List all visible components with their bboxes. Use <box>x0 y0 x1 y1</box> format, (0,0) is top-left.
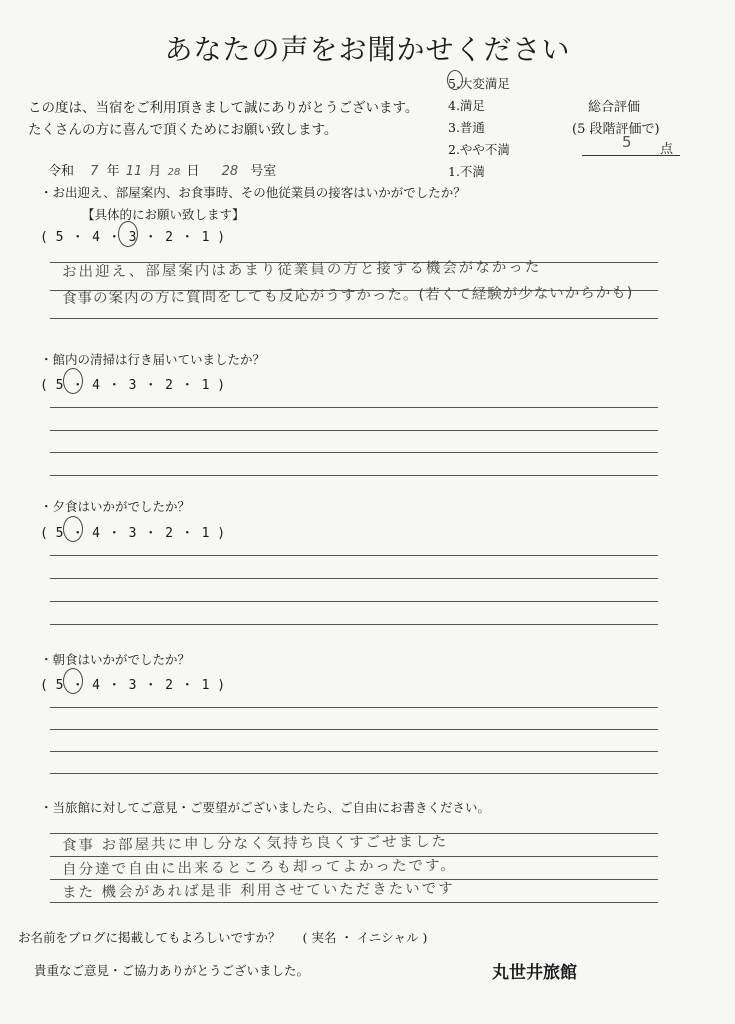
scale-item-3: 3.普通 <box>448 120 485 135</box>
overall-rating-label: 総合評価 <box>588 100 641 115</box>
rating-service-selected-circle <box>118 221 138 247</box>
answer-line <box>50 729 658 730</box>
answer-line <box>50 902 658 903</box>
answer-line <box>50 452 658 453</box>
rating-cleaning-selected-circle <box>63 368 83 394</box>
rating-breakfast-selected-circle <box>63 668 83 694</box>
blog-consent-options: ( 実名 ・ イニシャル ) <box>302 930 428 945</box>
room-unit: 号室 <box>250 164 277 179</box>
rating-dinner: ( 5 ・ 4 ・ 3 ・ 2 ・ 1 ) <box>40 526 226 541</box>
room-number: 28 <box>221 164 239 179</box>
question-cleaning: ・館内の清掃は行き届いていましたか？ <box>40 352 266 367</box>
answer-line <box>50 773 658 774</box>
question-breakfast: ・朝食はいかがでしたか？ <box>40 652 191 667</box>
answer-line <box>50 624 658 625</box>
overall-score-value: 5 <box>622 133 632 151</box>
intro-line-1: この度は、当宿をご利用頂きまして誠にありがとうございます。 <box>28 100 419 116</box>
question-service-note: 【具体的にお願い致します】 <box>82 207 245 222</box>
answer-line <box>50 555 658 556</box>
date-room-line <box>48 160 276 179</box>
scale-item-1: 1.不満 <box>448 164 485 179</box>
answer-comments-line-1: 食事 お部屋共に申し分なく気持ち良くすごせました <box>61 833 449 855</box>
inn-name: 丸世井旅館 <box>492 963 577 983</box>
date-day: 28 <box>167 167 181 178</box>
survey-title: あなたの声をお聞かせください <box>164 33 571 66</box>
answer-line <box>50 707 658 708</box>
date-month-unit: 月 <box>148 164 162 179</box>
question-dinner: ・夕食はいかがでしたか？ <box>40 499 191 514</box>
blog-consent-question <box>18 928 427 946</box>
rating-service: ( 5 ・ 4 ・ 3 ・ 2 ・ 1 ) <box>40 230 226 245</box>
answer-service-line-2: 食事の案内の方に質問をしても反応がうすかった。(若くて経験が少ないからかも) <box>61 285 634 307</box>
date-month: 11 <box>125 164 143 179</box>
question-comments: ・当旅館に対してご意見・ご要望がございましたら、ご自由にお書きください。 <box>40 800 491 815</box>
date-year-unit: 年 <box>106 164 120 179</box>
overall-rating-sub: (5 段階評価で) <box>572 122 660 137</box>
answer-comments-line-3: また 機会があれば是非 利用させていただきたいです <box>61 880 455 902</box>
thank-you-message: 貴重なご意見・ご協力ありがとうございました。 <box>34 963 310 978</box>
date-day-unit: 日 <box>186 164 200 179</box>
answer-line <box>50 751 658 752</box>
answer-line <box>50 407 658 408</box>
date-era: 令和 <box>48 164 75 179</box>
rating-dinner-selected-circle <box>63 516 83 542</box>
answer-service-line-1: お出迎え、部屋案内はあまり従業員の方と接する機会がなかった <box>61 259 542 281</box>
answer-line <box>50 430 658 431</box>
scale-item-5: 5.大変満足 <box>448 76 510 91</box>
answer-line <box>50 475 658 476</box>
scale-item-4: 4.満足 <box>448 98 485 113</box>
answer-line <box>50 601 658 602</box>
blog-consent-text: お名前をブログに掲載してもよろしいですか？ <box>18 930 281 945</box>
answer-line <box>50 318 658 319</box>
answer-line <box>50 578 658 579</box>
scale-5-circle-mark <box>447 70 463 90</box>
intro-line-2: たくさんの方に喜んで頂くためにお願い致します。 <box>28 122 338 138</box>
scale-item-2: 2.やや不満 <box>448 142 510 157</box>
overall-score-unit: 点 <box>660 142 674 157</box>
question-service: ・お出迎え、部屋案内、お食事時、その他従業員の接客はいかがでしたか？ <box>40 185 466 200</box>
rating-breakfast: ( 5 ・ 4 ・ 3 ・ 2 ・ 1 ) <box>40 678 226 693</box>
answer-comments-line-2: 自分達で自由に出来るところも却ってよかったです。 <box>61 857 457 879</box>
rating-cleaning: ( 5 ・ 4 ・ 3 ・ 2 ・ 1 ) <box>40 378 226 393</box>
date-year: 7 <box>90 164 99 179</box>
